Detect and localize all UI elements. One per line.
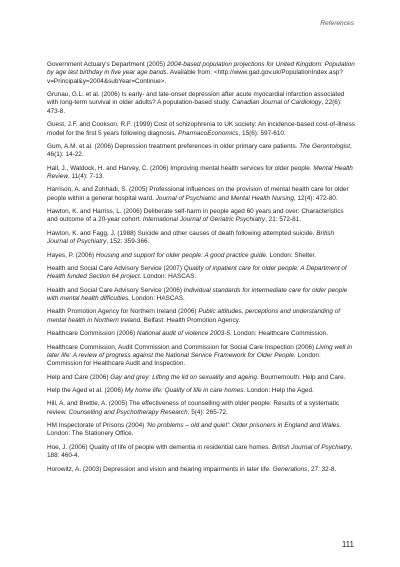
reference-text: , 15(6): 597-610. (238, 129, 286, 137)
reference-list (47, 61, 355, 479)
reference-title: My home life: Quality of life in care homes. (124, 387, 246, 395)
reference-text: , 188: 460-4. (47, 443, 353, 460)
reference-text: , 152: 359-366. (106, 238, 150, 246)
reference-text: Hall, J., Waldock, H. and Harvey, C. (2006) Improving mental health services for older people. (47, 164, 314, 172)
reference-entry (47, 61, 355, 86)
reference-text: Healthcare Commission, Audit Commission and Commission for Social Care Inspection (2006) (47, 343, 316, 351)
reference-text: Help and Care (2006) (47, 373, 111, 381)
reference-text: Health and Social Care Advisory Service (2007) (47, 264, 184, 272)
reference-entry (47, 444, 355, 461)
reference-text: London: HASCAS. (130, 295, 185, 303)
reference-text: Guest, J.F. and Cookson, R.F. (1999) Cost of schizophrenia to UK society: An incidence-based cost-of-illness model for the first 5 years following diagnosis. (47, 121, 355, 137)
reference-text: Hayes, P. (2006) (47, 251, 96, 259)
reference-entry (47, 344, 355, 369)
reference-text: London: Commission for Healthcare Audit and Inspection. (47, 351, 321, 368)
reference-entry (47, 308, 355, 325)
reference-text: Hoe, J. (2006) Quality of life of people with dementia in residential care homes. (47, 443, 272, 451)
reference-text: London: Shelter. (267, 251, 317, 259)
reference-entry (47, 121, 355, 138)
reference-title: 2004-based population projections for United Kingdom: Population by age last birthday in five year age bands. (47, 61, 355, 77)
reference-title: Counselling and Psychotherapy Research (68, 408, 188, 416)
reference-text: Bournemouth: Help and Care. (258, 373, 346, 381)
reference-title: Journal of Psychiatric and Mental Health Nursing (155, 194, 294, 202)
reference-title: Public attitudes, perceptions and understanding of mental health in Northern Ireland. (47, 308, 341, 324)
reference-title: Gay and grey: Lifting the lid on sexuality and ageing. (110, 373, 259, 381)
reference-title: Quality of inpatient care for older people: A Department of Health funded Section 64 project. (47, 264, 347, 281)
reference-entry (47, 230, 355, 247)
reference-entry (47, 265, 355, 282)
reference-title: PharmacoEconomics (178, 129, 239, 137)
reference-text: , 5(4): 265-72. (187, 408, 228, 416)
reference-entry (47, 287, 355, 304)
reference-text: Health Promotion Agency for Northern Ireland (2006) (47, 308, 199, 316)
reference-text: London: Healthcare Commission. (231, 330, 328, 338)
reference-entry (47, 91, 355, 116)
reference-entry (47, 466, 355, 474)
reference-text: London: HASCAS. (141, 273, 197, 281)
reference-title: The Gerontologist (299, 142, 350, 150)
reference-title: Individual standards for intermediate care for older people with mental health difficulties. (47, 286, 348, 303)
reference-entry (47, 400, 355, 417)
reference-text: Grunau, G.L. et al. (2006) Is early- and late-onset depression after acute myocardial infarction associated with long-term survival in older adults? A population-based study. (47, 91, 345, 107)
reference-text: , 11(4): 7-13. (67, 172, 105, 180)
reference-text: Government Actuary's Department (2005) (47, 61, 167, 68)
running-header: References (320, 20, 354, 27)
reference-text: Hill, A. and Brettle, A. (2005) The effectiveness of counselling with older people: Results of a systematic review. (47, 400, 340, 416)
reference-entry (47, 374, 355, 382)
reference-entry (47, 186, 355, 203)
reference-text: Help the Aged et al. (2006) (47, 387, 125, 395)
reference-text: , 46(1): 14-22. (47, 142, 352, 159)
reference-text: Gum, A.M. et al. (2006) Depression treatment preferences in older primary care patients. (47, 142, 300, 150)
reference-text: Healthcare Commission (2006) (47, 330, 137, 338)
reference-entry (47, 165, 355, 182)
reference-text: , 27: 32-8. (307, 465, 337, 473)
reference-title: 'No problems – old and quiet': Older prisoners in England and Wales. (146, 422, 342, 430)
reference-entry (47, 387, 355, 395)
reference-text: Belfast: Health Promotion Agency. (141, 316, 241, 324)
reference-text: Hawton, K. and Harriss, L. (2006) Deliberate self-harm in people aged 60 years and over: Characteristics and outcome of a 20-year cohort. (47, 208, 344, 224)
reference-title: Living well in later life: A review of progress against the National Service Framework for Older People. (47, 343, 353, 359)
reference-entry (47, 143, 355, 160)
reference-entry (47, 208, 355, 225)
reference-title: International Journal of Geriatric Psychiatry (142, 216, 266, 224)
reference-entry (47, 422, 355, 439)
reference-title: British Journal of Psychiatry (47, 229, 335, 246)
reference-text: , 12(4): 472-80. (293, 194, 338, 202)
reference-text: Health and Social Care Advisory Service (2006) (47, 286, 184, 294)
reference-text: London: The Stationery Office. (47, 430, 134, 438)
reference-text: Available from: <http://www.gad.gov.uk/PopulationIndex.asp?v=Principal&y=2004&subYear=Continue>. (47, 69, 343, 85)
reference-entry (47, 330, 355, 338)
reference-title: Generations (272, 465, 308, 473)
reference-entry (47, 252, 355, 260)
reference-text: Hawton, K. and Fagg, J. (1988) Suicide and other causes of death following attempted suicide. (47, 229, 317, 237)
reference-text: Horowitz, A. (2003) Depression and vision and hearing impairments in later life. (47, 465, 273, 473)
reference-title: Mental Health Review (47, 164, 353, 180)
reference-text: Harrison, A. and Zohhadi, S. (2005) Professional influences on the provision of mental health care for older people within a general hospital ward. (47, 186, 349, 202)
reference-title: British Journal of Psychiatry (271, 443, 351, 451)
reference-text: , 21: 572-81. (265, 216, 301, 224)
reference-text: HM Inspectorate of Prisons (2004) (47, 422, 147, 430)
reference-title: Canadian Journal of Cardiology (231, 99, 322, 107)
reference-title: National audit of violence 2003-5. (136, 330, 232, 338)
reference-text: London: Help the Aged. (245, 387, 314, 395)
reference-text: , 22(6): 473-8. (47, 99, 342, 115)
reference-title: Housing and support for older people: A good practice guide. (95, 251, 268, 259)
page-number: 111 (341, 540, 354, 549)
